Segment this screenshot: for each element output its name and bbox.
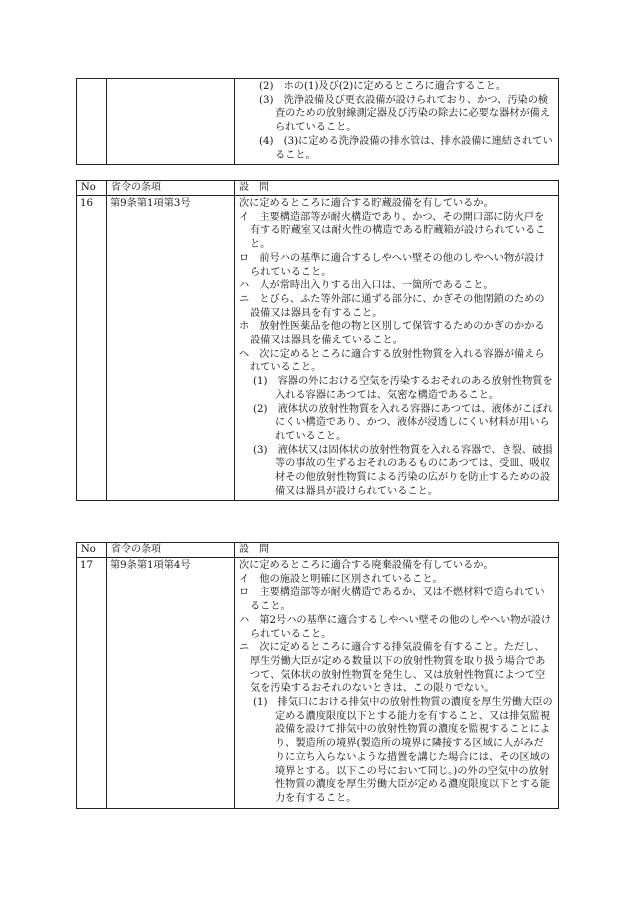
question-item: ホ 放射性医薬品を他の物と区別して保管するためのかぎのかかる設備又は器具を備えていること。 [239,321,545,347]
header-no: No [77,181,107,196]
header-article: 省令の条項 [107,181,235,196]
question-table-16 [76,180,559,501]
sub-item: (1) 排気口における排気中の放射性物質の濃度を厚生労働大臣の定める濃度限度以下とする能力を有すること、又は排気監視設備を設けて排気中の放射性物質の濃度を監視することにより、製造所の境界(製造所の境界に隣接する区域に人がみだりに立ち入らないような措置を講じた場合には、その区域の境界とする。以下この号において同じ。)の外の空気中の放射性物質の濃度を厚生労働大臣が定める濃度限度以下とする能力を有すること。 [253,697,553,804]
table-header [77,181,559,196]
table-header [77,543,559,558]
question-item: ハ 第2号ハの基準に適合するしやへい壁その他のしやへい物が設けられていること。 [239,614,552,640]
sub-item: (4) (3)に定める洗浄設備の排水管は、排水設備に連結されていること。 [259,135,553,161]
header-question: 設 問 [235,181,559,196]
sub-item: (1) 容器の外における空気を汚染するおそれのある放射性物質を入れる容器にあつては、気密な構造であること。 [253,376,553,401]
question-item: イ 他の施設と明確に区別されていること。 [239,573,443,585]
row-number: 16 [77,196,107,501]
sub-item: (2) 液体状の放射性物質を入れる容器にあつては、液体がこぼれにくい構造であり、かつ、液体が浸透しにくい材料が用いられていること。 [253,403,553,442]
question-item: イ 主要構造部等が耐火構造であり、かつ、その開口部に防火戸を有する貯蔵室又は耐火性の構造である貯蔵箱が設けられていること。 [239,211,546,251]
question-cell [235,79,559,165]
sub-item: (3) 液体状又は固体状の放射性物質を入れる容器で、き裂、破損等の事故の生ずるおそれのあるものにあつては、受皿、吸収材その他放射性物質による汚染の広がりを防止するための設備又は器具が設けられていること。 [253,444,553,497]
question-item: ヘ 次に定めるところに適合する放射性物質を入れる容器が備えられていること。 [239,348,545,374]
table-row [77,558,559,809]
no-cell [77,79,107,165]
question-table-17 [76,542,559,809]
row-number: 17 [77,558,107,809]
header-no: No [77,543,107,558]
header-question: 設 問 [235,543,559,558]
sub-item: (2) ホの(1)及び(2)に定めるところに適合すること。 [259,81,507,92]
question-intro: 次に定めるところに適合する廃棄設備を有しているか。 [239,560,494,571]
article-cell [107,79,235,165]
row-article: 第9条第1項第4号 [107,558,235,809]
sub-item: (3) 洗浄設備及び更衣設備が設けられており、かつ、汚染の検査のための放射線測定器及び汚染の除去に必要な器材が備えられていること。 [259,94,551,134]
row-article: 第9条第1項第3号 [107,196,235,501]
continuation-table [76,78,559,165]
question-item: ニ 次に定めるところに適合する排気設備を有すること。ただし、厚生労働大臣が定める数量以下の放射性物質を取り扱う場合であつて、気体状の放射性物質を発生し、又は放射性物質によつて空気を汚染するおそれのないときは、この限りでない。 [239,642,546,695]
header-article: 省令の条項 [107,543,235,558]
row-question [235,196,559,501]
question-item: ニ とびら、ふた等外部に通ずる部分に、かぎその他閉鎖のための設備又は器具を有すること。 [239,293,545,319]
question-item: ロ 前号ハの基準に適合するしやへい壁その他のしやへい物が設けられていること。 [239,252,545,278]
table-row [77,196,559,501]
question-intro: 次に定めるところに適合する貯蔵設備を有しているか。 [239,198,494,209]
question-item: ハ 人が常時出入りする出入口は、一箇所であること。 [239,280,494,292]
row-question [235,558,559,809]
question-item: ロ 主要構造部等が耐火構造であるか、又は不燃材料で造られていること。 [239,587,545,613]
